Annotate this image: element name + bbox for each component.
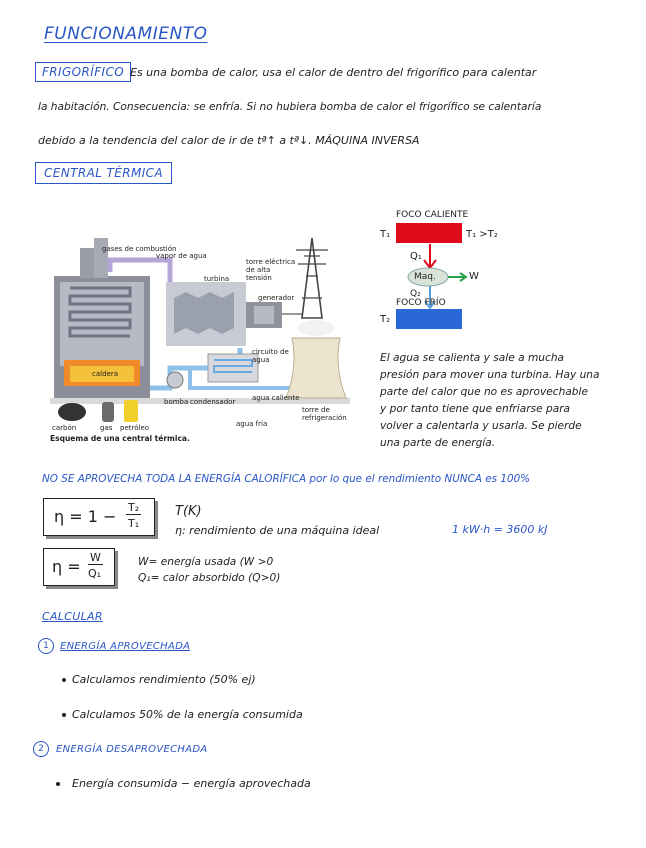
illustration-caption: Esquema de una central térmica. — [50, 434, 190, 443]
frigorifico-line-1: Es una bomba de calor, usa el calor de dentro del frigorífico para calentar — [130, 66, 537, 79]
bullet-icon — [62, 678, 66, 682]
label-torre: torre eléctrica de alta tensión — [246, 258, 296, 282]
label-gases: gases de combustión — [102, 245, 177, 253]
formula-ideal-description: η: rendimiento de una máquina ideal — [175, 524, 380, 537]
formula-ideal-lhs: η = 1 − — [54, 507, 117, 526]
kwh-conversion: 1 kW·h = 3600 kJ — [452, 523, 548, 536]
step-2-item: Energía consumida − energía aprovechada — [72, 777, 311, 790]
t2-label: T₂ — [380, 314, 391, 325]
explanation-line: volver a calentarla y usarla. Se pierde — [380, 420, 582, 432]
cold-focus-label: FOCO FRÍO — [396, 298, 446, 308]
label-vapor: vapor de agua — [156, 252, 207, 260]
explanation-line: El agua se calienta y sale a mucha — [380, 352, 565, 364]
cold-reservoir — [396, 309, 462, 329]
explanation-line: y por tanto tiene que enfriarse para — [380, 403, 571, 415]
efficiency-note: NO SE APROVECHA TODA LA ENERGÍA CALORÍFICA por lo que el rendimiento NUNCA es 100% — [42, 473, 531, 485]
bullet-icon — [56, 782, 60, 786]
formula-ideal-denominator: T₁ — [128, 517, 140, 530]
step-1-item: Calculamos rendimiento (50% ej) — [72, 673, 256, 686]
step-2-heading: ENERGÍA DESAPROVECHADA — [56, 744, 208, 755]
formula-ideal-numerator: T₂ — [128, 501, 140, 514]
central-termica-illustration — [40, 198, 358, 446]
frigorifico-label: FRIGORÍFICO — [35, 62, 131, 82]
calcular-heading: CALCULAR — [42, 610, 103, 623]
frigorifico-line-2: la habitación. Consecuencia: se enfría. Si no hubiera bomba de calor el frigorífico se calentaría — [38, 101, 542, 113]
label-condensador: condensador — [190, 398, 236, 406]
label-gas: gas — [100, 424, 113, 432]
label-torre-refrigeracion: torre de refrigeración — [302, 406, 347, 422]
explanation-line: una parte de energía. — [380, 437, 496, 449]
formula-work-lhs: η = — [52, 557, 81, 576]
label-agua-caliente: agua caliente — [252, 394, 300, 402]
label-turbina: turbina — [204, 275, 230, 283]
central-explanation — [380, 350, 630, 452]
machine-label: Maq. — [414, 272, 436, 282]
formula-work-numerator: W — [90, 551, 101, 564]
formula-work-denominator: Q₁ — [88, 567, 102, 580]
work-description: W= energía usada (W >0 — [138, 556, 274, 568]
temperature-unit: T(K) — [175, 504, 202, 519]
label-petroleo: petróleo — [120, 424, 150, 432]
label-carbon: carbón — [52, 424, 77, 432]
label-caldera: caldera — [92, 370, 119, 378]
label-circuito: circuito de agua — [252, 348, 289, 364]
label-bomba: bomba — [164, 398, 189, 406]
label-agua-fria: agua fría — [236, 420, 268, 428]
work-label: W — [469, 271, 479, 282]
page-title: FUNCIONAMIENTO — [44, 24, 208, 44]
bullet-icon — [62, 713, 66, 717]
explanation-line: parte del calor que no es aprovechable — [380, 386, 588, 398]
t1-label: T₁ — [380, 229, 391, 240]
central-label: CENTRAL TÉRMICA — [35, 162, 172, 184]
step-1-number-icon: 1 — [38, 638, 54, 654]
t-relation-label: T₁ >T₂ — [466, 229, 498, 240]
formula-ideal-box — [43, 498, 155, 536]
step-1-heading: ENERGÍA APROVECHADA — [60, 641, 191, 652]
label-generador: generador — [258, 294, 295, 302]
step-1-item: Calculamos 50% de la energía consumida — [72, 708, 303, 721]
step-2-number-icon: 2 — [33, 741, 49, 757]
frigorifico-line-3: debido a la tendencia del calor de ir de tª↑ a tª↓. MÁQUINA INVERSA — [38, 134, 420, 147]
formula-work-box — [43, 548, 115, 586]
explanation-line: presión para mover una turbina. Hay una — [380, 369, 600, 381]
hot-focus-label: FOCO CALIENTE — [396, 210, 469, 220]
q2-label: Q₂ — [410, 289, 421, 299]
heat-description: Q₁= calor absorbido (Q>0) — [138, 572, 281, 584]
q1-label: Q₁ — [410, 251, 422, 262]
